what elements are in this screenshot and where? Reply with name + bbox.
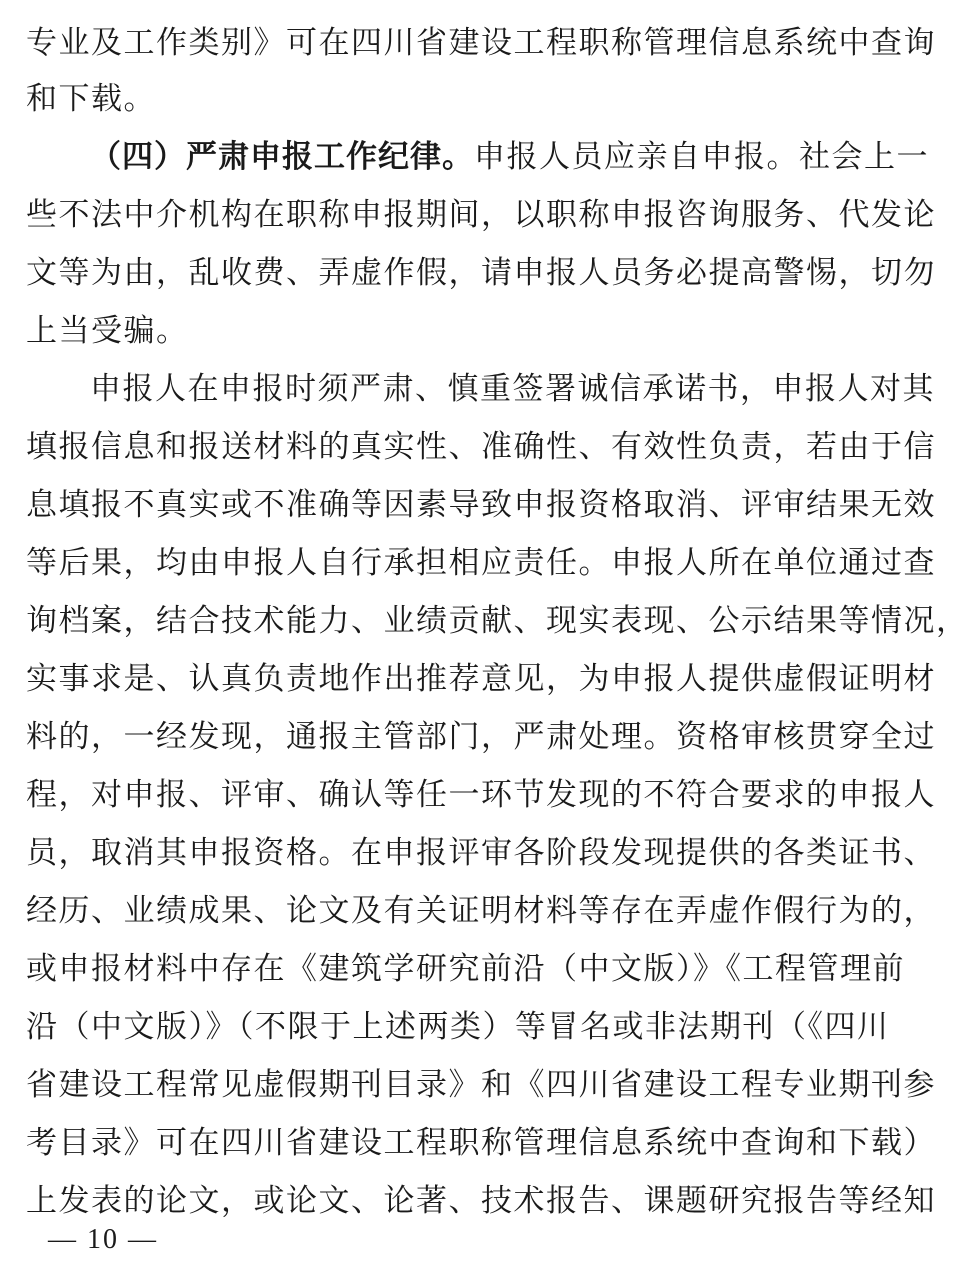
text-line: 程，对申报、评审、确认等任一环节发现的不符合要求的申报人 (26, 777, 936, 813)
text-line: 专业及工作类别》可在四川省建设工程职称管理信息系统中查询 (26, 25, 936, 61)
text-line: 经历、业绩成果、论文及有关证明材料等存在弄虚作假行为的， (26, 893, 936, 929)
text-line: 填报信息和报送材料的真实性、准确性、有效性负责，若由于信 (26, 429, 936, 465)
text-line: 上发表的论文，或论文、论著、技术报告、课题研究报告等经知 (26, 1183, 936, 1219)
text-line: 等后果，均由申报人自行承担相应责任。申报人所在单位通过查 (26, 545, 936, 581)
text-line: 询档案，结合技术能力、业绩贡献、现实表现、公示结果等情况， (26, 603, 969, 639)
text-line: 和下载。 (26, 81, 156, 117)
section-heading: （四）严肃申报工作纪律。 (90, 139, 474, 175)
text-line: 息填报不真实或不准确等因素导致申报资格取消、评审结果无效 (26, 487, 936, 523)
text-line: 些不法中介机构在职称申报期间，以职称申报咨询服务、代发论 (26, 197, 936, 233)
text-line: 实事求是、认真负责地作出推荐意见，为申报人提供虚假证明材 (26, 661, 936, 697)
paragraph-first-line: 申报人在申报时须严肃、慎重签署诚信承诺书，申报人对其 (90, 371, 935, 407)
text-line: 考目录》可在四川省建设工程职称管理信息系统中查询和下载） (26, 1125, 936, 1161)
text-line: 或申报材料中存在《建筑学研究前沿（中文版）》《工程管理前 (26, 951, 905, 987)
text-line: 文等为由，乱收费、弄虚作假，请申报人员务必提高警惕，切勿 (26, 255, 936, 291)
text-line: 省建设工程常见虚假期刊目录》和《四川省建设工程专业期刊参 (26, 1067, 936, 1103)
section-heading-line (90, 128, 929, 186)
text-line: 员，取消其申报资格。在申报评审各阶段发现提供的各类证书、 (26, 835, 936, 871)
section-heading-rest: 申报人员应亲自申报。社会上一 (474, 139, 929, 175)
text-line: 上当受骗。 (26, 313, 189, 349)
page-number: — 10 — (48, 1224, 158, 1255)
text-line: 料的，一经发现，通报主管部门，严肃处理。资格审核贯穿全过 (26, 719, 936, 755)
text-line: 沿（中文版）》（不限于上述两类）等冒名或非法期刊（《四川 (26, 1009, 890, 1045)
